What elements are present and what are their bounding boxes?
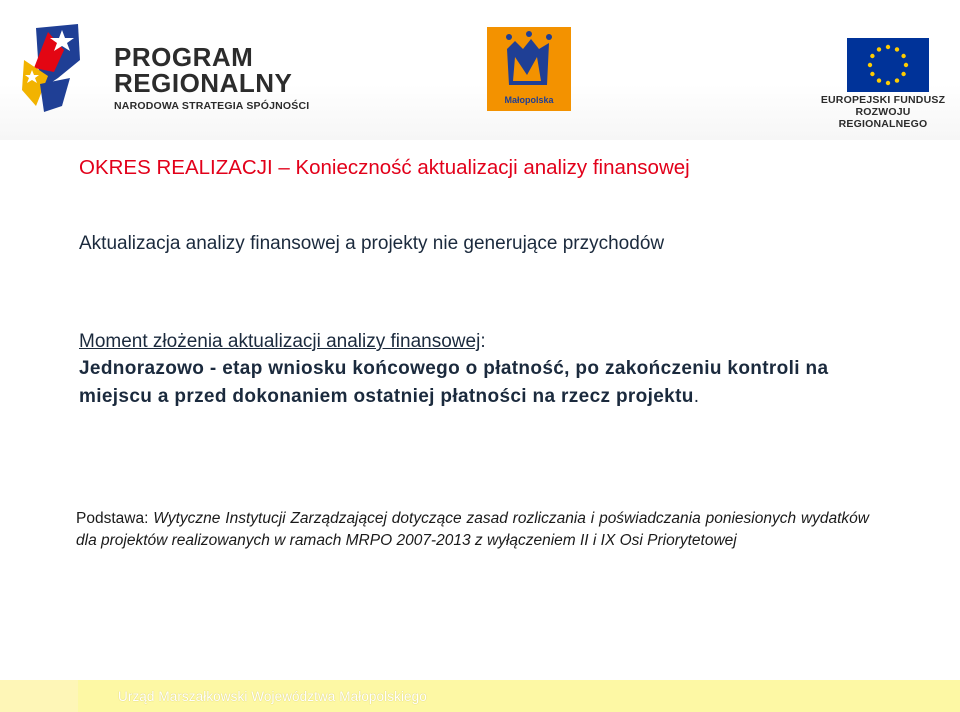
moment-body-text: Jednorazowo - etap wniosku końcowego o płatność, po zakończeniu kontroli na miejscu a przed dokonaniem ostatniej płatności na rzecz projektu [79,358,829,407]
program-regionalny-line1: PROGRAM [114,42,254,72]
eu-flag-icon [847,38,929,92]
program-regionalny-line3: NARODOWA STRATEGIA SPÓJNOŚCI [114,100,310,112]
moment-body [79,355,879,411]
eu-fund-line2: ROZWOJU REGIONALNEGO [838,106,928,130]
malopolska-logo [487,27,571,111]
slide-subtitle: Aktualizacja analizy finansowej a projekty nie generujące przychodów [79,233,665,254]
eu-fund-line1: EUROPEJSKI FUNDUSZ [820,94,946,106]
footer-text: Urząd Marszałkowski Województwa Małopolskiego [118,689,427,704]
malopolska-label: Małopolska [504,95,554,105]
eu-fund-text [810,94,956,130]
program-regionalny-emblem-icon [18,20,98,116]
legal-basis-text: Wytyczne Instytucji Zarządzającej dotyczące zasad rozliczania i poświadczania poniesionych wydatków dla projektów realizowanych w ramach MRPO 2007-2013 z wyłączeniem II i IX Osi Priorytetowej [76,510,870,549]
moment-section [79,331,879,411]
program-regionalny-line2: REGIONALNY [114,68,293,98]
moment-colon: : [480,331,486,352]
program-regionalny-logo [18,20,318,120]
program-regionalny-text [114,44,309,112]
legal-basis-prefix: Podstawa: [76,510,154,527]
malopolska-crown-emblem-icon [487,27,571,111]
header-logos [0,0,960,140]
legal-basis [76,508,869,551]
footer-accent [0,680,78,712]
slide-title: OKRES REALIZACJI – Konieczność aktualizacji analizy finansowej [79,156,690,179]
moment-heading [79,331,879,353]
moment-label: Moment złożenia aktualizacji analizy finansowej [79,331,481,352]
moment-body-tail: . [693,386,700,407]
